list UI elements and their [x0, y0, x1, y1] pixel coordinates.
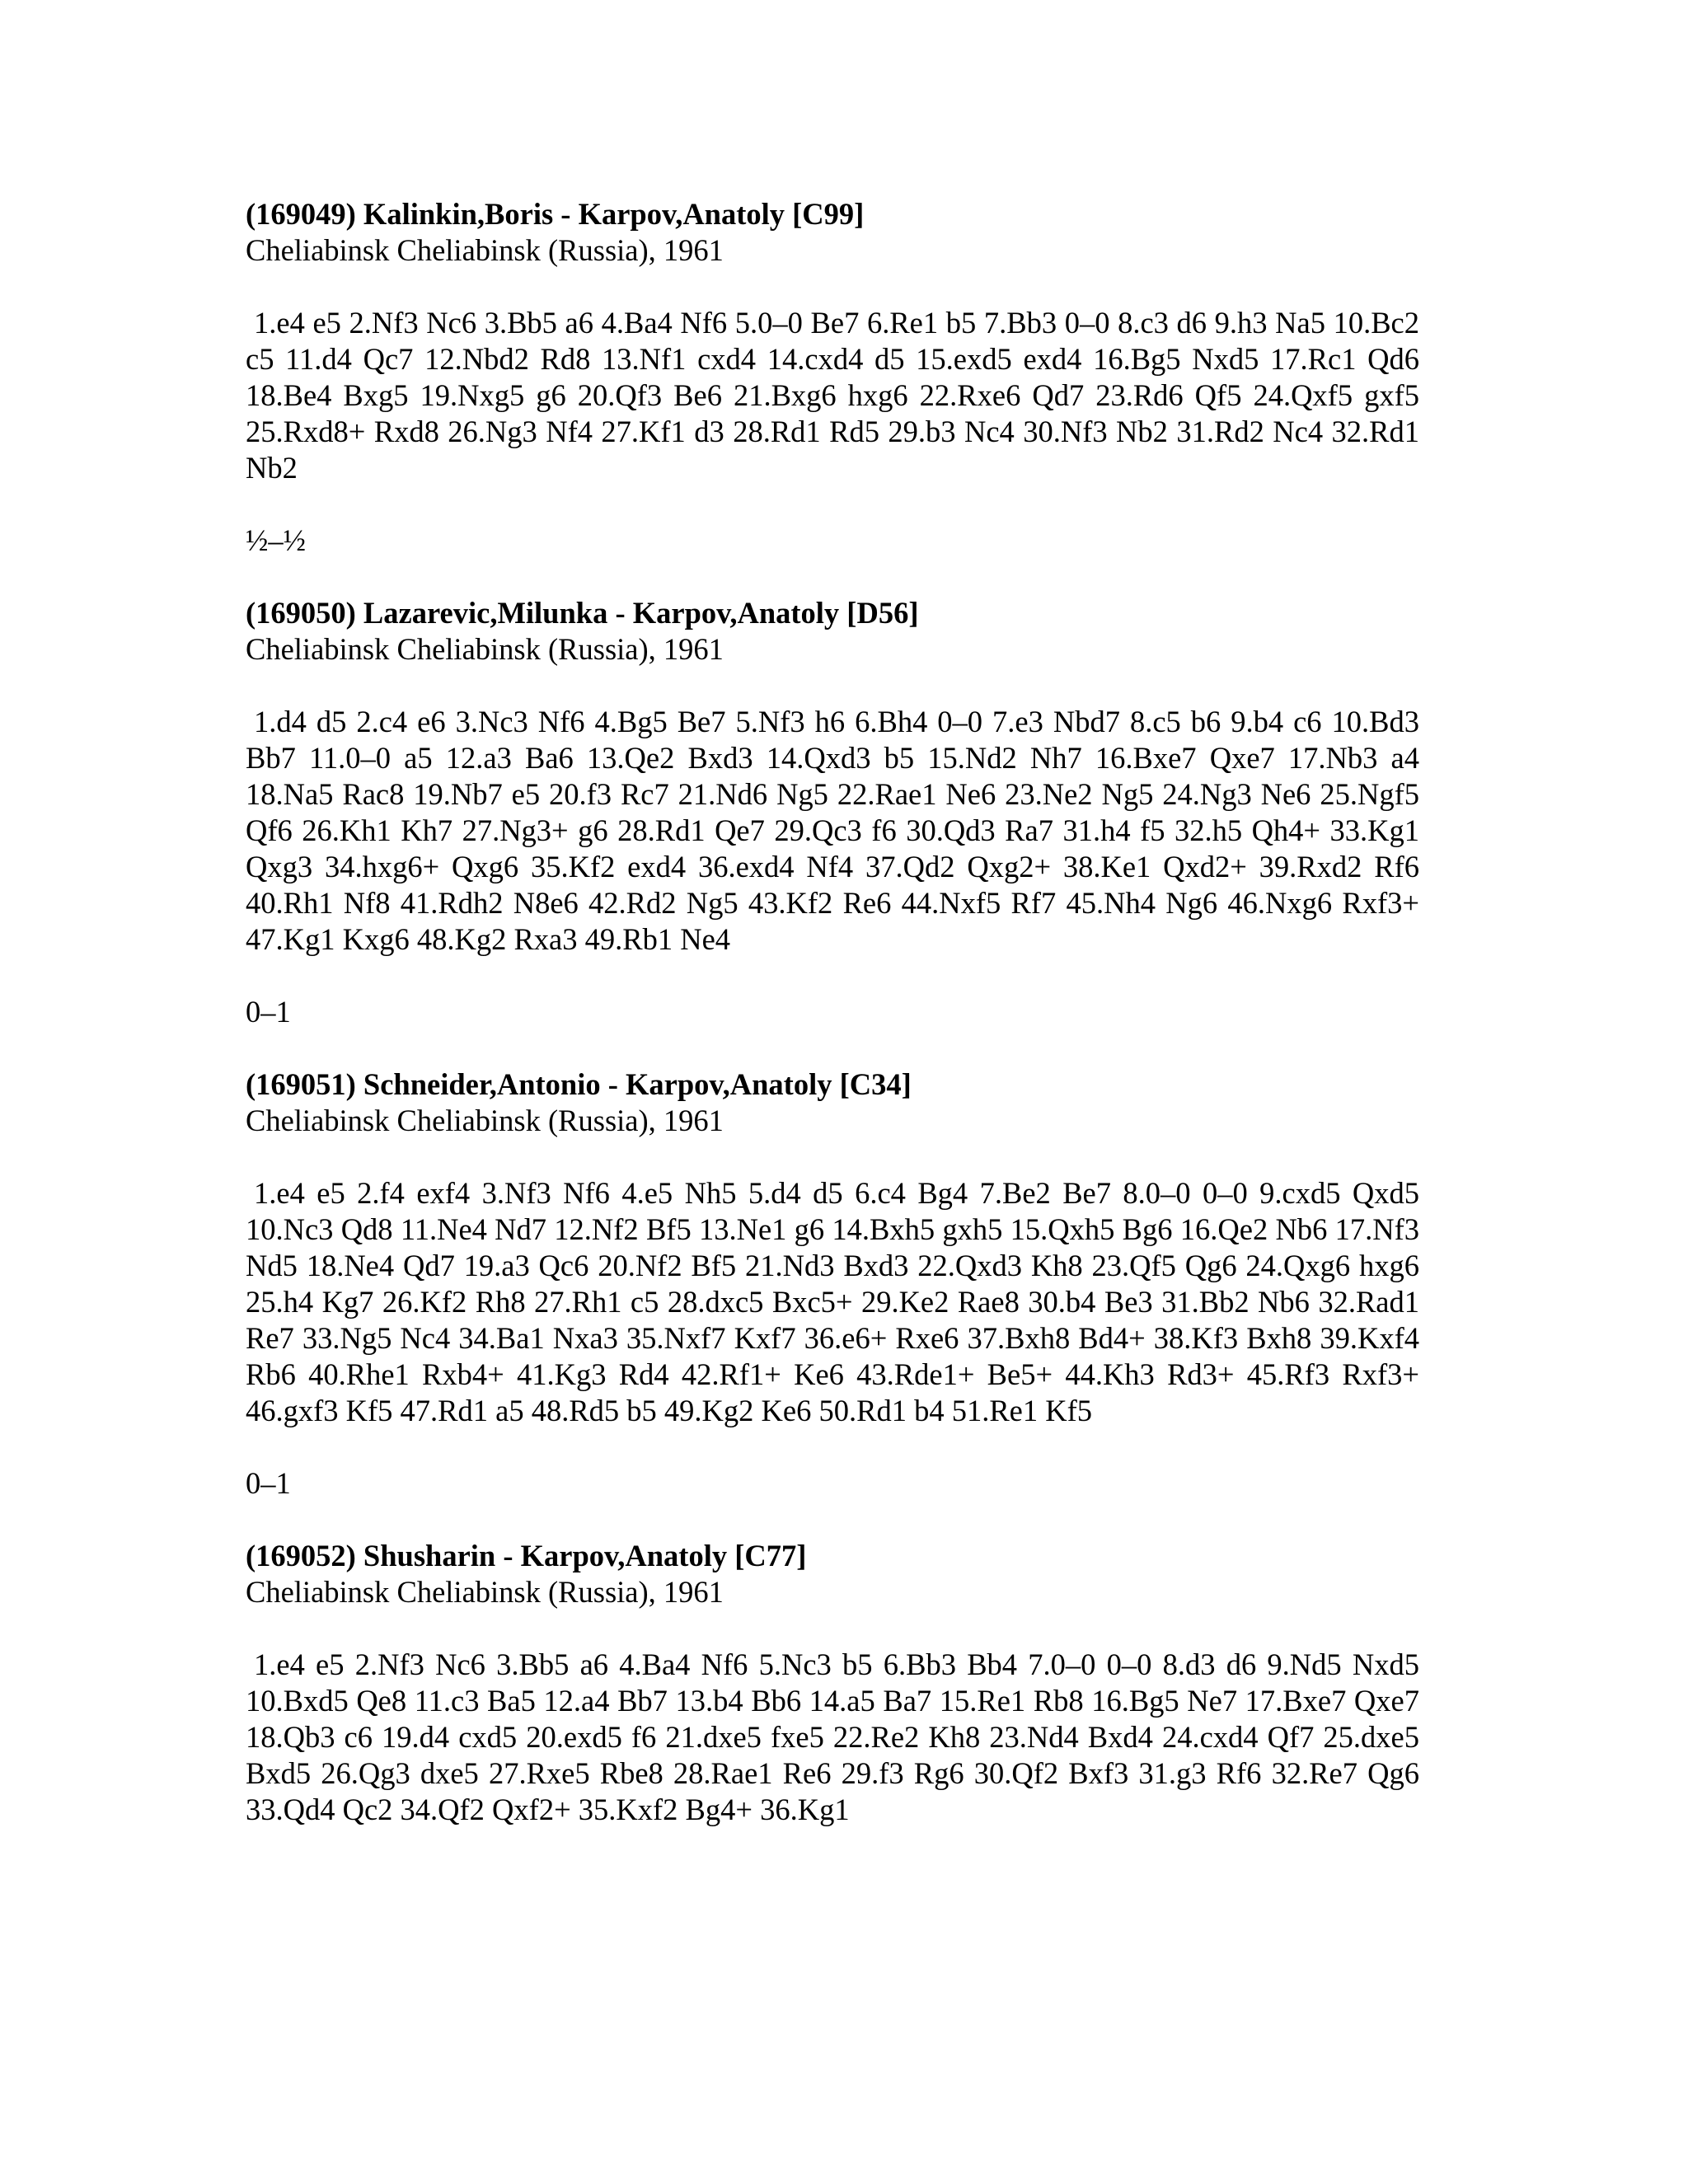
- game-moves: 1.e4 e5 2.Nf3 Nc6 3.Bb5 a6 4.Ba4 Nf6 5.0–0 Be7 6.Re1 b5 7.Bb3 0–0 8.c3 d6 9.h3 Na5 10.Bc2 c5 11.d4 Qc7 12.Nbd2 Rd8 13.Nf1 cxd4 14.cxd4 d5 15.exd5 exd4 16.Bg5 Nxd5 17.Rc1 Qd6 18.Be4 Bxg5 19.Nxg5 g6 20.Qf3 Be6 21.Bxg6 hxg6 22.Rxe6 Qd7 23.Rd6 Qf5 24.Qxf5 gxf5 25.Rxd8+ Rxd8 26.Ng3 Nf4 27.Kf1 d3 28.Rd1 Rd5 29.b3 Nc4 30.Nf3 Nb2 31.Rd2 Nc4 32.Rd1 Nb2: [246, 306, 1419, 485]
- game-result: 0–1: [246, 995, 291, 1029]
- game-title: (169050) Lazarevic,Milunka - Karpov,Anatoly [D56]: [246, 596, 919, 630]
- game-event: Cheliabinsk Cheliabinsk (Russia), 1961: [246, 632, 724, 666]
- game-title: (169049) Kalinkin,Boris - Karpov,Anatoly [C99]: [246, 197, 865, 231]
- game-event: Cheliabinsk Cheliabinsk (Russia), 1961: [246, 1104, 724, 1137]
- game-record: [246, 1538, 1419, 1828]
- game-record: [246, 595, 1419, 1030]
- game-title: (169051) Schneider,Antonio - Karpov,Anatoly [C34]: [246, 1067, 912, 1101]
- document-page: [246, 196, 1419, 1828]
- game-result: 0–1: [246, 1466, 291, 1500]
- game-moves: 1.e4 e5 2.f4 exf4 3.Nf3 Nf6 4.e5 Nh5 5.d4 d5 6.c4 Bg4 7.Be2 Be7 8.0–0 0–0 9.cxd5 Qxd5 10.Nc3 Qd8 11.Ne4 Nd7 12.Nf2 Bf5 13.Ne1 g6 14.Bxh5 gxh5 15.Qxh5 Bg6 16.Qe2 Nb6 17.Nf3 Nd5 18.Ne4 Qd7 19.a3 Qc6 20.Nf2 Bf5 21.Nd3 Bxd3 22.Qxd3 Kh8 23.Qf5 Qg6 24.Qxg6 hxg6 25.h4 Kg7 26.Kf2 Rh8 27.Rh1 c5 28.dxc5 Bxc5+ 29.Ke2 Rae8 30.b4 Be3 31.Bb2 Nb6 32.Rad1 Re7 33.Ng5 Nc4 34.Ba1 Nxa3 35.Nxf7 Kxf7 36.e6+ Rxe6 37.Bxh8 Bd4+ 38.Kf3 Bxh8 39.Kxf4 Rb6 40.Rhe1 Rxb4+ 41.Kg3 Rd4 42.Rf1+ Ke6 43.Rde1+ Be5+ 44.Kh3 Rd3+ 45.Rf3 Rxf3+ 46.gxf3 Kf5 47.Rd1 a5 48.Rd5 b5 49.Kg2 Ke6 50.Rd1 b4 51.Re1 Kf5: [246, 1176, 1419, 1427]
- game-record: [246, 1066, 1419, 1502]
- game-result: ½–½: [246, 523, 306, 557]
- game-record: [246, 196, 1419, 559]
- game-event: Cheliabinsk Cheliabinsk (Russia), 1961: [246, 1575, 724, 1609]
- game-moves: 1.e4 e5 2.Nf3 Nc6 3.Bb5 a6 4.Ba4 Nf6 5.Nc3 b5 6.Bb3 Bb4 7.0–0 0–0 8.d3 d6 9.Nd5 Nxd5 10.Bxd5 Qe8 11.c3 Ba5 12.a4 Bb7 13.b4 Bb6 14.a5 Ba7 15.Re1 Rb8 16.Bg5 Ne7 17.Bxe7 Qxe7 18.Qb3 c6 19.d4 cxd5 20.exd5 f6 21.dxe5 fxe5 22.Re2 Kh8 23.Nd4 Bxd4 24.cxd4 Qf7 25.dxe5 Bxd5 26.Qg3 dxe5 27.Rxe5 Rbe8 28.Rae1 Re6 29.f3 Rg6 30.Qf2 Bxf3 31.g3 Rf6 32.Re7 Qg6 33.Qd4 Qc2 34.Qf2 Qxf2+ 35.Kxf2 Bg4+ 36.Kg1: [246, 1647, 1419, 1826]
- game-event: Cheliabinsk Cheliabinsk (Russia), 1961: [246, 233, 724, 267]
- game-moves: 1.d4 d5 2.c4 e6 3.Nc3 Nf6 4.Bg5 Be7 5.Nf3 h6 6.Bh4 0–0 7.e3 Nbd7 8.c5 b6 9.b4 c6 10.Bd3 Bb7 11.0–0 a5 12.a3 Ba6 13.Qe2 Bxd3 14.Qxd3 b5 15.Nd2 Nh7 16.Bxe7 Qxe7 17.Nb3 a4 18.Na5 Rac8 19.Nb7 e5 20.f3 Rc7 21.Nd6 Ng5 22.Rae1 Ne6 23.Ne2 Ng5 24.Ng3 Ne6 25.Ngf5 Qf6 26.Kh1 Kh7 27.Ng3+ g6 28.Rd1 Qe7 29.Qc3 f6 30.Qd3 Ra7 31.h4 f5 32.h5 Qh4+ 33.Kg1 Qxg3 34.hxg6+ Qxg6 35.Kf2 exd4 36.exd4 Nf4 37.Qd2 Qxg2+ 38.Ke1 Qxd2+ 39.Rxd2 Rf6 40.Rh1 Nf8 41.Rdh2 N8e6 42.Rd2 Ng5 43.Kf2 Re6 44.Nxf5 Rf7 45.Nh4 Ng6 46.Nxg6 Rxf3+ 47.Kg1 Kxg6 48.Kg2 Rxa3 49.Rb1 Ne4: [246, 705, 1419, 956]
- game-title: (169052) Shusharin - Karpov,Anatoly [C77]: [246, 1539, 807, 1572]
